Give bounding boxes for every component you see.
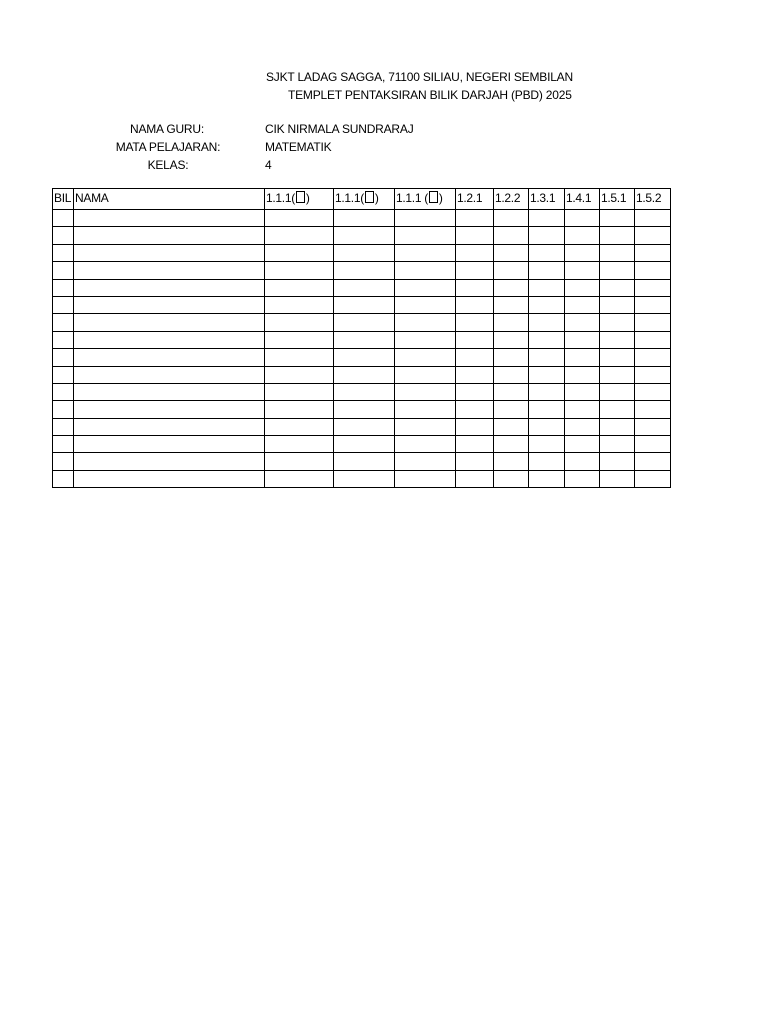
table-cell[interactable] — [565, 227, 600, 244]
table-row — [53, 453, 671, 470]
table-cell[interactable] — [265, 366, 334, 383]
table-cell[interactable] — [334, 349, 395, 366]
table-cell[interactable] — [53, 244, 74, 261]
table-cell[interactable] — [494, 227, 529, 244]
table-cell[interactable] — [53, 314, 74, 331]
column-header[interactable] — [600, 189, 635, 210]
table-cell[interactable] — [53, 401, 74, 418]
table-cell[interactable] — [565, 296, 600, 313]
table-cell[interactable] — [53, 453, 74, 470]
table-cell[interactable] — [600, 314, 635, 331]
table-cell[interactable] — [74, 279, 265, 296]
table-cell[interactable] — [334, 244, 395, 261]
table-cell[interactable] — [456, 418, 494, 435]
table-cell[interactable] — [635, 244, 671, 261]
table-cell[interactable] — [494, 436, 529, 453]
table-cell[interactable] — [494, 418, 529, 435]
table-cell[interactable] — [456, 349, 494, 366]
table-cell[interactable] — [494, 401, 529, 418]
column-header-label: 1.1.1 ( — [396, 191, 428, 205]
table-cell[interactable] — [600, 296, 635, 313]
table-cell[interactable] — [635, 453, 671, 470]
column-header-label: 1.2.2 — [495, 191, 521, 205]
table-cell[interactable] — [600, 227, 635, 244]
table-cell[interactable] — [53, 227, 74, 244]
table-cell[interactable] — [565, 436, 600, 453]
table-cell[interactable] — [529, 366, 565, 383]
table-cell[interactable] — [265, 262, 334, 279]
table-cell[interactable] — [53, 418, 74, 435]
table-cell[interactable] — [265, 349, 334, 366]
table-cell[interactable] — [494, 314, 529, 331]
table-cell[interactable] — [334, 331, 395, 348]
column-header[interactable] — [565, 189, 600, 210]
table-cell[interactable] — [395, 314, 456, 331]
table-cell[interactable] — [565, 453, 600, 470]
table-cell[interactable] — [74, 331, 265, 348]
table-cell[interactable] — [74, 366, 265, 383]
table-cell[interactable] — [74, 210, 265, 227]
column-header[interactable] — [53, 189, 74, 210]
table-cell[interactable] — [494, 349, 529, 366]
column-header-label: 1.5.2 — [636, 191, 662, 205]
table-row — [53, 244, 671, 261]
table-cell[interactable] — [74, 383, 265, 400]
table-cell[interactable] — [395, 227, 456, 244]
table-cell[interactable] — [635, 436, 671, 453]
table-cell[interactable] — [565, 331, 600, 348]
table-cell[interactable] — [565, 383, 600, 400]
table-cell[interactable] — [635, 262, 671, 279]
table-cell[interactable] — [334, 453, 395, 470]
table-cell[interactable] — [265, 279, 334, 296]
table-row — [53, 470, 671, 487]
table-cell[interactable] — [53, 210, 74, 227]
table-cell[interactable] — [600, 418, 635, 435]
table-cell[interactable] — [53, 383, 74, 400]
column-header-label: 1.1.1( — [335, 191, 364, 205]
teacher-value: CIK NIRMALA SUNDRARAJ — [265, 122, 414, 136]
column-header-suffix: ) — [374, 191, 379, 205]
table-cell[interactable] — [334, 210, 395, 227]
table-cell[interactable] — [456, 279, 494, 296]
table-cell[interactable] — [565, 244, 600, 261]
table-cell[interactable] — [334, 262, 395, 279]
table-cell[interactable] — [635, 296, 671, 313]
table-cell[interactable] — [74, 262, 265, 279]
table-row — [53, 314, 671, 331]
table-cell[interactable] — [74, 314, 265, 331]
table-cell[interactable] — [395, 210, 456, 227]
table-cell[interactable] — [74, 227, 265, 244]
table-cell[interactable] — [456, 401, 494, 418]
table-row — [53, 401, 671, 418]
table-cell[interactable] — [74, 244, 265, 261]
table-cell[interactable] — [600, 401, 635, 418]
subject-value: MATEMATIK — [265, 140, 332, 154]
table-cell[interactable] — [265, 436, 334, 453]
table-cell[interactable] — [53, 279, 74, 296]
table-cell[interactable] — [265, 296, 334, 313]
table-cell[interactable] — [635, 349, 671, 366]
table-cell[interactable] — [395, 401, 456, 418]
column-header[interactable] — [395, 189, 456, 210]
table-row — [53, 383, 671, 400]
table-row — [53, 279, 671, 296]
table-cell[interactable] — [494, 296, 529, 313]
table-cell[interactable] — [529, 314, 565, 331]
table-cell[interactable] — [456, 227, 494, 244]
table-cell[interactable] — [600, 349, 635, 366]
table-cell[interactable] — [334, 366, 395, 383]
table-row — [53, 331, 671, 348]
table-cell[interactable] — [529, 227, 565, 244]
table-cell[interactable] — [529, 244, 565, 261]
table-cell[interactable] — [53, 296, 74, 313]
table-cell[interactable] — [635, 401, 671, 418]
table-cell[interactable] — [334, 401, 395, 418]
table-cell[interactable] — [565, 366, 600, 383]
table-cell[interactable] — [565, 262, 600, 279]
table-cell[interactable] — [265, 314, 334, 331]
table-cell[interactable] — [74, 470, 265, 487]
table-cell[interactable] — [53, 349, 74, 366]
table-cell[interactable] — [265, 401, 334, 418]
table-row — [53, 227, 671, 244]
table-cell[interactable] — [74, 418, 265, 435]
table-cell[interactable] — [494, 470, 529, 487]
table-cell[interactable] — [74, 349, 265, 366]
table-cell[interactable] — [395, 436, 456, 453]
table-cell[interactable] — [529, 210, 565, 227]
table-cell[interactable] — [600, 210, 635, 227]
table-cell[interactable] — [395, 279, 456, 296]
school-name: SJKT LADAG SAGGA, 71100 SILIAU, NEGERI SEMBILAN — [266, 70, 573, 84]
column-header-label: BIL — [54, 191, 72, 205]
table-cell[interactable] — [494, 262, 529, 279]
table-cell[interactable] — [265, 227, 334, 244]
column-header[interactable] — [494, 189, 529, 210]
table-cell[interactable] — [456, 244, 494, 261]
table-cell[interactable] — [265, 418, 334, 435]
table-cell[interactable] — [635, 227, 671, 244]
table-cell[interactable] — [395, 470, 456, 487]
column-header-label: 1.5.1 — [601, 191, 627, 205]
table-cell[interactable] — [74, 296, 265, 313]
table-cell[interactable] — [456, 210, 494, 227]
table-cell[interactable] — [600, 470, 635, 487]
table-cell[interactable] — [600, 383, 635, 400]
class-value: 4 — [265, 158, 272, 172]
table-cell[interactable] — [334, 279, 395, 296]
table-cell[interactable] — [600, 244, 635, 261]
table-cell[interactable] — [456, 453, 494, 470]
teacher-label: NAMA GURU: — [129, 122, 204, 136]
table-row — [53, 436, 671, 453]
table-cell[interactable] — [600, 366, 635, 383]
table-cell[interactable] — [529, 279, 565, 296]
table-cell[interactable] — [395, 366, 456, 383]
column-header-label: 1.2.1 — [457, 191, 483, 205]
column-header[interactable] — [529, 189, 565, 210]
missing-glyph-icon — [296, 191, 305, 203]
table-cell[interactable] — [456, 436, 494, 453]
table-cell[interactable] — [494, 279, 529, 296]
table-header-row — [53, 189, 671, 210]
table-cell[interactable] — [529, 418, 565, 435]
table-cell[interactable] — [635, 383, 671, 400]
table-cell[interactable] — [600, 279, 635, 296]
table-cell[interactable] — [265, 470, 334, 487]
table-cell[interactable] — [334, 227, 395, 244]
table-row — [53, 296, 671, 313]
table-cell[interactable] — [395, 244, 456, 261]
table-cell[interactable] — [494, 244, 529, 261]
column-header-suffix: ) — [305, 191, 310, 205]
table-cell[interactable] — [265, 331, 334, 348]
table-cell[interactable] — [334, 383, 395, 400]
table-cell[interactable] — [74, 436, 265, 453]
table-cell[interactable] — [529, 453, 565, 470]
column-header-label: 1.4.1 — [566, 191, 592, 205]
table-cell[interactable] — [456, 331, 494, 348]
table-cell[interactable] — [395, 262, 456, 279]
table-cell[interactable] — [53, 436, 74, 453]
table-cell[interactable] — [494, 383, 529, 400]
table-cell[interactable] — [395, 349, 456, 366]
table-cell[interactable] — [53, 331, 74, 348]
table-cell[interactable] — [53, 470, 74, 487]
table-cell[interactable] — [334, 436, 395, 453]
table-cell[interactable] — [494, 453, 529, 470]
table-cell[interactable] — [635, 470, 671, 487]
table-cell[interactable] — [565, 401, 600, 418]
table-cell[interactable] — [456, 470, 494, 487]
table-cell[interactable] — [334, 296, 395, 313]
template-title: TEMPLET PENTAKSIRAN BILIK DARJAH (PBD) 2025 — [288, 88, 572, 102]
table-cell[interactable] — [494, 366, 529, 383]
table-cell[interactable] — [635, 314, 671, 331]
table-cell[interactable] — [265, 210, 334, 227]
table-cell[interactable] — [395, 418, 456, 435]
table-cell[interactable] — [265, 383, 334, 400]
table-cell[interactable] — [529, 470, 565, 487]
table-cell[interactable] — [600, 453, 635, 470]
table-row — [53, 349, 671, 366]
column-header-suffix: ) — [438, 191, 443, 205]
table-cell[interactable] — [456, 366, 494, 383]
table-cell[interactable] — [53, 366, 74, 383]
table-cell[interactable] — [529, 383, 565, 400]
table-cell[interactable] — [529, 262, 565, 279]
table-cell[interactable] — [529, 401, 565, 418]
table-cell[interactable] — [600, 331, 635, 348]
table-cell[interactable] — [635, 418, 671, 435]
column-header[interactable] — [456, 189, 494, 210]
table-cell[interactable] — [395, 296, 456, 313]
column-header[interactable] — [334, 189, 395, 210]
subject-label: MATA PELAJARAN: — [115, 140, 221, 154]
table-cell[interactable] — [529, 436, 565, 453]
table-cell[interactable] — [529, 349, 565, 366]
table-cell[interactable] — [395, 453, 456, 470]
table-row — [53, 366, 671, 383]
column-header[interactable] — [265, 189, 334, 210]
column-header[interactable] — [74, 189, 265, 210]
table-cell[interactable] — [456, 296, 494, 313]
table-cell[interactable] — [456, 314, 494, 331]
table-cell[interactable] — [456, 383, 494, 400]
table-cell[interactable] — [635, 366, 671, 383]
table-cell[interactable] — [529, 331, 565, 348]
table-cell[interactable] — [395, 383, 456, 400]
table-cell[interactable] — [265, 453, 334, 470]
table-cell[interactable] — [494, 331, 529, 348]
table-cell[interactable] — [565, 418, 600, 435]
table-cell[interactable] — [565, 279, 600, 296]
table-cell[interactable] — [565, 210, 600, 227]
missing-glyph-icon — [429, 191, 438, 203]
table-cell[interactable] — [265, 244, 334, 261]
table-cell[interactable] — [565, 470, 600, 487]
table-cell[interactable] — [600, 436, 635, 453]
table-cell[interactable] — [565, 314, 600, 331]
table-row — [53, 262, 671, 279]
table-cell[interactable] — [334, 418, 395, 435]
table-row — [53, 210, 671, 227]
table-cell[interactable] — [456, 262, 494, 279]
assessment-table — [52, 188, 671, 488]
table-body — [53, 210, 671, 488]
table-cell[interactable] — [635, 331, 671, 348]
table-row — [53, 418, 671, 435]
table-cell[interactable] — [334, 314, 395, 331]
column-header[interactable] — [635, 189, 671, 210]
table-cell[interactable] — [395, 331, 456, 348]
table-cell[interactable] — [494, 210, 529, 227]
table-cell[interactable] — [600, 262, 635, 279]
table-cell[interactable] — [74, 401, 265, 418]
class-label: KELAS: — [147, 158, 189, 172]
column-header-label: 1.1.1( — [266, 191, 295, 205]
column-header-label: NAMA — [75, 191, 109, 205]
table-cell[interactable] — [334, 470, 395, 487]
table-cell[interactable] — [635, 210, 671, 227]
missing-glyph-icon — [365, 191, 374, 203]
table-cell[interactable] — [529, 296, 565, 313]
table-cell[interactable] — [635, 279, 671, 296]
column-header-label: 1.3.1 — [530, 191, 556, 205]
table-cell[interactable] — [53, 262, 74, 279]
table-cell[interactable] — [565, 349, 600, 366]
table-cell[interactable] — [74, 453, 265, 470]
